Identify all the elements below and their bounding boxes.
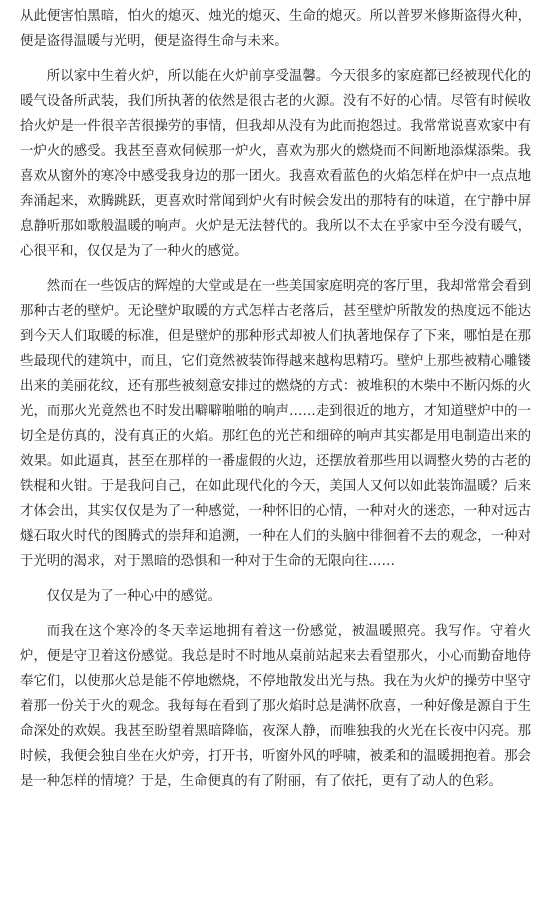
paragraph-3: 然而在一些饭店的辉煌的大堂或是在一些美国家庭明亮的客厅里，我却常常会看到那种古老的壁炉。无论壁炉取暖的方式怎样古老落后，甚至壁炉所散发的热度远不能达到今天人们取暖的标准，但是壁炉的那种形式却被人们执著地保存了下来，哪怕是在那些最现代的建筑中，而且，它们竟然被装饰得越来越构思精巧。壁炉上那些被精心雕镂出来的美丽花纹，还有那些被刻意安排过的燃烧的方式：被堆积的木柴中不断闪烁的火光，而那火光竟然也不时发出噼噼啪啪的响声……走到很近的地方，才知道壁炉中的一切全是仿真的，没有真正的火焰。那红色的光芒和细碎的响声其实都是用电制造出来的效果。如此逼真，甚至在那样的一番虚假的火边，还摆放着那些用以调整火势的古老的铁棍和火钳。于是我问自己，在如此现代化的今天，美国人又何以如此装饰温暖？后来才体会出，其实仅仅是为了一种感觉，一种怀旧的心情，一种对火的迷恋，一种对远古燧石取火时代的图腾式的崇拜和追溯，一种在人们的头脑中徘徊着不去的观念，一种对于光明的渴求，对于黑暗的恐惧和一种对于生命的无限向往…… bbox=[20, 279, 531, 569]
paragraph-1: 从此便害怕黑暗，怕火的熄灭、烛光的熄灭、生命的熄灭。所以普罗米修斯盗得火种，便是盗得温暖与光明，便是盗得生命与未来。 bbox=[20, 9, 531, 49]
paragraph-4: 仅仅是为了一种心中的感觉。 bbox=[46, 589, 221, 604]
paragraph-5: 而我在这个寒冷的冬天幸运地拥有着这一份感觉，被温暖照亮。我写作。守着火炉，便是守卫着这份感觉。我总是时不时地从桌前站起来去看望那火，小心而勤奋地侍奉它们，以使那火总是能不停地燃烧，不停地散发出光与热。我在为火炉的操劳中坚守着那一份关于火的观念。我每每在看到了那火焰时总是满怀欣喜，一种好像是源自于生命深处的欢娱。我甚至盼望着黑暗降临，夜深人静，而唯独我的火光在长夜中闪亮。那时候，我便会独自坐在火炉旁，打开书，听窗外风的呼啸，被柔和的温暖拥抱着。那会是一种怎样的情境？于是，生命便真的有了附丽，有了依托，更有了动人的色彩。 bbox=[20, 624, 531, 789]
paragraph-2: 所以家中生着火炉，所以能在火炉前享受温馨。今天很多的家庭都已经被现代化的暖气设备所武装，我们所执著的依然是很古老的火源。没有不好的心情。尽管有时候收拾火炉是一件很辛苦很操劳的事情，但我却从没有为此而抱怨过。我常常说喜欢家中有一炉火的感受。我甚至喜欢伺候那一炉火，喜欢为那火的燃烧而不间断地添煤添柴。我喜欢从窗外的寒冷中感受我身边的那一团火。我喜欢看蓝色的火焰怎样在炉中一点点地奔涌起来，欢腾跳跃，更喜欢时常闻到炉火有时候会发出的那特有的味道，在宁静中屏息静听那如歌般温暖的响声。火炉是无法替代的。我所以不太在乎家中至今没有暖气，心很平和，仅仅是为了一种火的感觉。 bbox=[20, 69, 531, 259]
